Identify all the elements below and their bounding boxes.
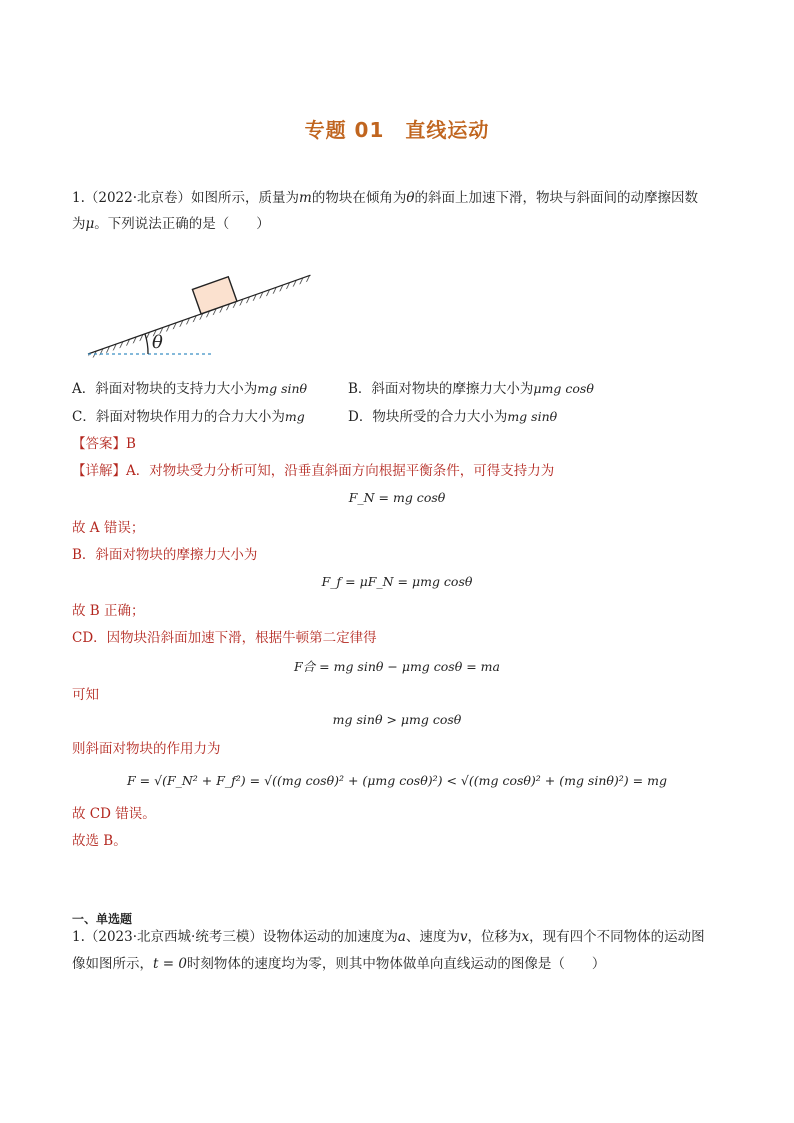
q2-time-symbol: t = 0 (153, 956, 187, 972)
q2-accel-symbol: a (397, 929, 406, 945)
b-right: 故 B 正确； (72, 603, 145, 619)
q1-text: 1.（2022·北京卷）如图所示，质量为 (72, 190, 300, 206)
option-d (348, 405, 557, 425)
q2-text: 、速度为 (405, 929, 460, 945)
q1-theta-symbol: θ (406, 190, 415, 206)
q1-text: 。下列说法正确的是（ ） (94, 216, 270, 232)
page-title: 专题 01 直线运动 (304, 118, 490, 142)
option-a (72, 377, 307, 397)
equation-3: F合 = mg sinθ − μmg cosθ = ma (294, 659, 500, 674)
q2-text: 1.（2023·北京西城·统考三模）设物体运动的加速度为 (72, 929, 398, 945)
q1-mu-symbol: μ (85, 216, 95, 232)
q2-velocity-symbol: v (459, 929, 468, 945)
detail-cd: CD．因物块沿斜面加速下滑，根据牛顿第二定律得 (72, 630, 377, 646)
option-b (348, 377, 594, 397)
q2-stem-line2 (72, 954, 605, 974)
detail-a-text: A．对物块受力分析可知，沿垂直斜面方向根据平衡条件，可得支持力为 (126, 463, 555, 479)
option-a-text: A．斜面对物块的支持力大小为 (72, 381, 258, 397)
detail-a (72, 461, 554, 481)
option-d-text: D．物块所受的合力大小为 (348, 409, 508, 425)
q1-text: 为 (72, 216, 86, 232)
q2-text: 像如图所示， (72, 956, 153, 972)
option-c-math: mg (284, 409, 305, 424)
cd-wrong: 故 CD 错误。 (72, 806, 156, 822)
equation-4: mg sinθ > μmg cosθ (332, 712, 462, 727)
kezhi: 可知 (72, 687, 99, 703)
choose-b: 故选 B。 (72, 833, 127, 849)
section-heading: 一、单选题 (72, 912, 133, 926)
option-a-math: mg sinθ (257, 381, 308, 396)
option-b-text: B．斜面对物块的摩擦力大小为 (348, 381, 534, 397)
answer-label: 【答案】B (72, 436, 136, 452)
option-c-text: C．斜面对物块作用力的合力大小为 (72, 409, 285, 425)
q1-text: 的斜面上加速下滑，物块与斜面间的动摩擦因数 (414, 190, 698, 206)
detail-label: 【详解】 (72, 463, 126, 479)
q2-stem-line1 (72, 927, 705, 947)
detail-b: B．斜面对物块的摩擦力大小为 (72, 547, 258, 563)
angle-label: θ (152, 332, 163, 353)
q2-text: ，位移为 (467, 929, 522, 945)
incline-figure (80, 250, 320, 362)
option-b-math: μmg cosθ (533, 381, 594, 396)
q1-text: 的物块在倾角为 (311, 190, 407, 206)
equation-2: F_f = μF_N = μmg cosθ (321, 574, 473, 589)
option-d-math: mg sinθ (507, 409, 558, 424)
q1-stem-line2 (72, 214, 270, 234)
a-wrong: 故 A 错误； (72, 520, 145, 536)
q2-text: 时刻物体的速度均为零，则其中物体做单向直线运动的图像是（ ） (186, 956, 606, 972)
q2-displacement-symbol: x (521, 929, 530, 945)
q2-text: ，现有四个不同物体的运动图 (529, 929, 705, 945)
equation-1: F_N = mg cosθ (348, 490, 446, 505)
q1-stem-line1 (72, 188, 698, 208)
force-text: 则斜面对物块的作用力为 (72, 741, 221, 757)
q1-mass-symbol: m (299, 190, 312, 206)
option-c (72, 405, 305, 425)
equation-5: F = √(F_N² + F_f²) = √((mg cosθ)² + (μmg cosθ)²) < √((mg cosθ)² + (mg sinθ)²) = mg (127, 773, 667, 788)
